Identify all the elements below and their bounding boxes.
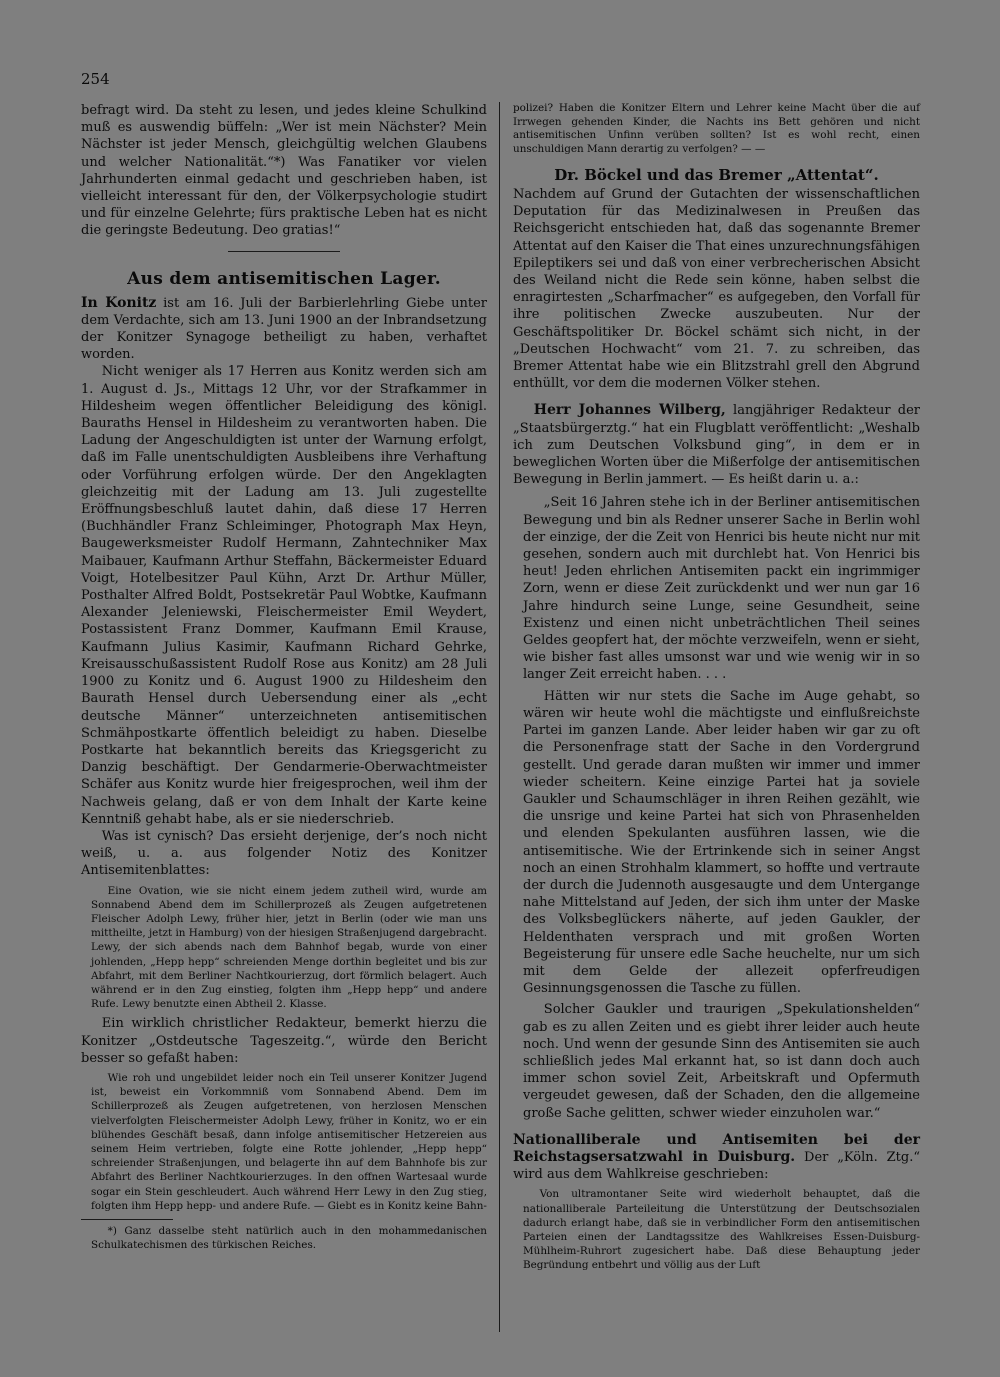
left-column: [81, 102, 487, 1252]
wilberg-lead: Herr Johannes Wilberg,: [533, 402, 726, 419]
alternative-report-quote: Wie roh und ungebildet leider noch ein Teil unserer Konitzer Jugend ist, beweist ein Vorkommniß vom Sonnabend Abend. Dem im Schillerprozeß als Zeugen aufgetretenen, von herzlosen Menschen vielverfolgten Fleischermeister Adolph Lewy, früher in Konitz, wo er ein blühendes Geschäft besaß, dann infolge antisemitischer Hetzereien aus seinem Heim vertrieben, folgte eine Rotte johlender, „Hepp hepp“ schreiender Straßenjungen, und belagerte ihn auf dem Bahnhofe bis zur Abfahrt des Berliner Nachtkourierzuges. In den offnen Wartesaal wurde sogar ein Stein geschleudert. Auch während Herr Lewy in den Zug stieg, folgten ihm Hepp hepp- und andere Rufe. — Giebt es in Konitz keine Bahn-: [91, 1071, 487, 1212]
footnote: *) Ganz dasselbe steht natürlich auch in den mohammedanischen Schulkatechismen des türkischen Reiches.: [91, 1225, 487, 1252]
konitz-paragraph: [81, 295, 487, 364]
duisburg-heading: Nationalliberale und Antisemiten bei der Reichstagsersatzwahl in Duisburg.: [513, 1131, 920, 1165]
left-continuation-paragraph: befragt wird. Da steht zu lesen, und jedes kleine Schulkind muß es auswendig büffeln: „Wer ist mein Nächster? Mein Nächster ist jeder Mensch, gleichgültig welchen Glaubens und welcher Nationalität.“*) Was Fanatiker vor vielen Jahrhunderten einmal gedacht und geschrieben haben, ist vielleicht interessant für den, der Völkerpsychologie studirt und für einzelne Gelehrte; fürs praktische Leben hat es nicht die geringste Bedeutung. Deo gratias!“: [81, 103, 487, 239]
cynisch-paragraph: Was ist cynisch? Das ersieht derjenige, der’s noch nicht weiß, u. a. aus folgender Notiz des Konitzer Antisemitenblattes:: [81, 828, 487, 879]
right-continuation-paragraph: polizei? Haben die Konitzer Eltern und Lehrer keine Macht über die auf Irrwegen gehenden Kinder, die Nachts ins Bett gehören und nicht antisemitischen Unfinn verüben sollten? Ist es wohl recht, einen unschuldigen Mann derartig zu verfolgen? — —: [513, 102, 920, 155]
wilberg-quote-1: „Seit 16 Jahren stehe ich in der Berliner antisemitischen Bewegung und bin als Redner unserer Sache in Berlin wohl der einzige, der die Zeit von Henrici bis heute nicht nur mit gesehen, sondern auch mit durchlebt hat. Von Henrici bis heut! Jeden ehrlichen Antisemiten packt ein ingrimmiger Zorn, wenn er diese Zeit zurückdenkt und wer nun gar 16 Jahre hindurch seine Lunge, seine Gesundheit, seine Existenz und einen nicht unbeträchtlichen Theil seines Geldes geopfert hat, der möchte verzweifeln, wenn er sieht, wie bisher fast alles umsonst war und wie wenig wir in so langer Zeit erreicht haben. . . .: [523, 495, 920, 683]
wilberg-quote-2: Hätten wir nur stets die Sache im Auge gehabt, so wären wir heute wohl die mächtigste und einflußreichste Partei im ganzen Lande. Aber leider haben wir gar zu oft die Personenfrage statt der Sache in den Vordergrund gestellt. Und gerade daran mußten wir immer und immer wieder scheitern. Keine einzige Partei hat ja soviele Gaukler und Schaumschläger in ihren Reihen gezählt, wie die unsrige und keine Partei hat sich von Phrasenhelden und elenden Spekulanten ausführen lassen, wie die antisemitische. Wie der Ertrinkende sich in seiner Angst noch an einen Strohhalm klammert, so hoffte und vertraute der durch die Judennoth ausgesaugte und dem Untergange nahe Mittelstand auf Jeden, der sich ihm unter der Maske des Volksbeglückers näherte, auf jeden Gaukler, der Heldenthaten versprach und mit großen Worten Begeisterung für unsere edle Sache heuchelte, nur um sich mit dem Gelde der allezeit opferfreudigen Gesinnungsgenossen die Tasche zu füllen.: [523, 688, 920, 997]
redakteur-paragraph: Ein wirklich christlicher Redakteur, bemerkt hierzu die Konitzer „Ostdeutsche Tageszeitg.“, würde den Bericht besser so gefaßt haben:: [81, 1016, 487, 1066]
duisburg-heading-tail: Der „Köln. Ztg.“ wird aus dem Wahlkreise geschrieben:: [513, 1149, 920, 1183]
boeckel-paragraph: Nachdem auf Grund der Gutachten der wissenschaftlichen Deputation für das Medizinalwesen in Preußen das Reichsgericht entschieden hat, daß das sogenannte Bremer Attentat auf den Kaiser die That eines unzurechnungsfähigen Epileptikers sei und daß von einer verbrecherischen Absicht des Weiland nicht die Rede sein könne, haben selbst die enragirtesten „Scharfmacher“ es aufgegeben, den Vorfall für ihre politischen Zwecke auszubeuten. Nur der Geschäftspolitiker Dr. Böckel schämt sich nicht, in der „Deutschen Hochwacht“ vom 21. 7. zu schreiben, das Bremer Attentat habe wie ein Blitzstrahl grell den Abgrund enthüllt, vor dem die modernen Völker stehen.: [513, 187, 920, 392]
right-column: [513, 102, 920, 1273]
wilberg-paragraph: [513, 402, 920, 488]
wilberg-text: langjähriger Redakteur der „Staatsbürgerztg.“ hat ein Flugblatt veröffentlicht: „Weshalb ich zum Deutschen Volksbund ging“, in dem er in beweglichen Worten über die Mißerfolge der antisemitischen Bewegung in Berlin jammert. — Es heißt darin u. a.:: [513, 403, 920, 488]
konitz-text: ist am 16. Juli der Barbierlehrling Giebe unter dem Verdachte, sich am 13. Juni 1900 an der Inbrandsetzung der Konitzer Synagoge betheiligt zu haben, verhaftet worden.: [81, 295, 487, 363]
hildesheim-paragraph: Nicht weniger als 17 Herren aus Konitz werden sich am 1. August d. Js., Mittags 12 Uhr, vor der Strafkammer in Hildesheim wegen öffentlicher Beleidigung des königl. Bauraths Hensel in Hildesheim zu verantworten haben. Die Ladung der Angeschuldigten ist unter der Warnung erfolgt, daß im Falle unentschuldigten Ausbleibens ihre Verhaftung oder Vorführung erfolgen würde. Der den Angeklagten gleichzeitig mit der Ladung am 13. Juli zugestellte Eröffnungsbeschluß lautet dahin, daß diese 17 Herren (Buchhändler Franz Schleiminger, Photograph Max Heyn, Baugewerksmeister Rudolf Hermann, Zahntechniker Max Maibauer, Kaufmann Arthur Steffahn, Bäckermeister Eduard Voigt, Hotelbesitzer Paul Kühn, Arzt Dr. Arthur Müller, Posthalter Alfred Boldt, Postsekretär Paul Wobtke, Kaufmann Alexander Jeleniewski, Fleischermeister Emil Weydert, Postassistent Franz Dommer, Kaufmann Emil Krause, Kaufmann Julius Kasimir, Kaufmann Richard Gehrke, Kreisausschußassistent Rudolf Rose aus Konitz) am 28 Juli 1900 zu Konitz und 6. August 1900 zu Hildesheim den Baurath Hensel durch Uebersendung einer als „echt deutsche Männer“ unterzeichneten antisemitischen Schmähpostkarte öffentlich beleidigt zu haben. Dieselbe Postkarte hat bekanntlich bereits das Kriegsgericht zu Danzig beschäftigt. Der Gendarmerie-Oberwachtmeister Schäfer aus Konitz wurde hier freigesprochen, weil ihm der Nachweis gelang, daß er von dem Inhalt der Karte keine Kenntniß gehabt habe, als er sie niederschrieb.: [81, 364, 487, 827]
duisburg-quote: Von ultramontaner Seite wird wiederholt behauptet, daß die nationalliberale Parteileitung die Unterstützung der Deutschsozialen dadurch erlangt habe, daß sie in verbindlicher Form den antisemitischen Parteien einen der Landtagssitze des Wahlkreises Essen-Duisburg-Mühlheim-Ruhrort zugesichert habe. Daß diese Behauptung jeder Begründung entbehrt und völlig aus der Luft: [523, 1188, 920, 1272]
boeckel-heading: Dr. Böckel und das Bremer „Attentat“.: [554, 166, 879, 184]
section-heading: Aus dem antisemitischen Lager.: [127, 268, 441, 289]
ovation-quote: Eine Ovation, wie sie nicht einem jedem zutheil wird, wurde am Sonnabend Abend dem im Schillerprozeß als Zeugen aufgetretenen Fleischer Adolph Lewy, früher hier, jetzt in Berlin (oder wie man uns mittheilte, jetzt in Hamburg) von der hiesigen Straßenjugend dargebracht. Lewy, der sich abends nach dem Bahnhof begab, wurde von einer johlenden, „Hepp hepp“ schreienden Menge dorthin begleitet und bis zur Abfahrt, mit dem Berliner Nachtkourierzug, dort förmlich belagert. Auch während er in den Zug einstieg, folgten ihm „Hepp hepp“ und andere Rufe. Lewy benutzte einen Abtheil 2. Klasse.: [91, 884, 488, 1011]
column-divider: [499, 102, 500, 1332]
footnote-rule: [81, 1219, 173, 1220]
page-number: 254: [81, 70, 110, 88]
wilberg-quote-3: Solcher Gaukler und traurigen „Spekulationshelden“ gab es zu allen Zeiten und es giebt ihrer leider auch heute noch. Und wenn der gesunde Sinn des Antisemiten sie auch schließlich jedes Mal erkannt hat, so ist dann doch auch immer schon soviel Zeit, Arbeitskraft und Opfermuth vergeudet gewesen, daß der Schaden, den die allgemeine große Sache gelitten, schwer wieder einzuholen war.“: [523, 1002, 920, 1121]
konitz-lead: In Konitz: [81, 294, 157, 311]
section-separator: [228, 251, 340, 252]
duisburg-paragraph: [513, 1132, 920, 1184]
